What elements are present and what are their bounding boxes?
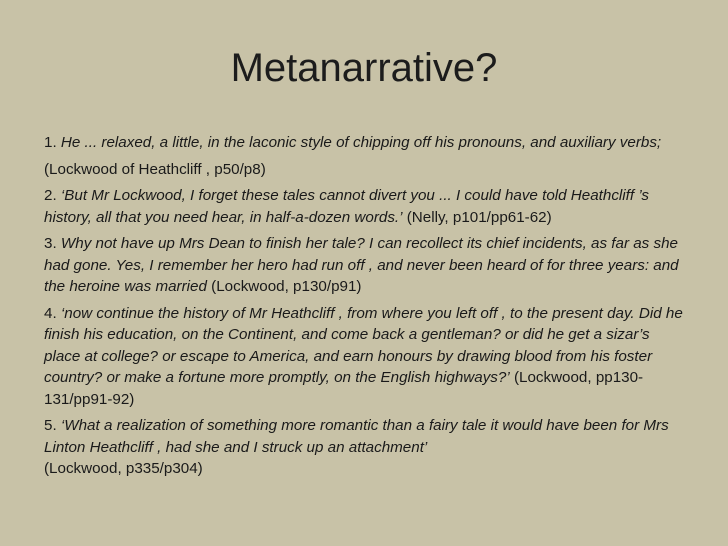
quote-citation-1 xyxy=(44,159,690,181)
quote-text: He ... relaxed, a little, in the laconic style of chipping off his pronouns, and auxiliary verbs; xyxy=(60,134,662,151)
citation-text: (Nelly, p101/pp61-62) xyxy=(406,208,552,226)
quote-item-2 xyxy=(44,185,690,228)
quote-text: ‘What a realization of something more romantic than a fairy tale it would have been for Mrs Linton Heathcliff , had she and I struck up an attachment’ xyxy=(44,417,669,456)
item-number: 2. xyxy=(44,187,57,204)
slide-body xyxy=(44,132,690,485)
citation-text: (Lockwood, pp130-131/pp91-92) xyxy=(44,369,644,408)
quote-text: Why not have up Mrs Dean to finish her tale? I can recollect its chief incidents, as far as she had gone. Yes, I remember her hero had run off , and never been heard of for three years: and the heroine was married xyxy=(44,235,679,295)
citation-text: (Lockwood, p130/p91) xyxy=(211,278,362,295)
citation-text: (Lockwood, p335/p304) xyxy=(44,460,203,477)
quote-text: ‘now continue the history of Mr Heathcliff , from where you left off , to the present day. Did he finish his education, on the Continent, and come back a gentleman? or did he get a sizar’s place at college? or escape to America, and earn honours by drawing blood from his foster country? or make a fortune more promptly, on the English highways?’ xyxy=(44,304,683,386)
quote-text: ‘But Mr Lockwood, I forget these tales cannot divert you ... I could have told Heathcliff ’s history, all that you need hear, in half-a-dozen words.’ xyxy=(44,187,650,226)
quote-item-1 xyxy=(44,132,690,154)
slide-title: Metanarrative? xyxy=(230,46,498,90)
item-number: 1. xyxy=(44,134,57,151)
quote-item-5 xyxy=(44,415,690,480)
citation-text: (Lockwood of Heathcliff , p50/p8) xyxy=(44,160,266,178)
quote-item-4 xyxy=(44,303,690,411)
item-number: 3. xyxy=(44,235,57,252)
quote-item-3 xyxy=(44,233,690,298)
item-number: 4. xyxy=(44,304,57,322)
item-number: 5. xyxy=(44,417,57,434)
